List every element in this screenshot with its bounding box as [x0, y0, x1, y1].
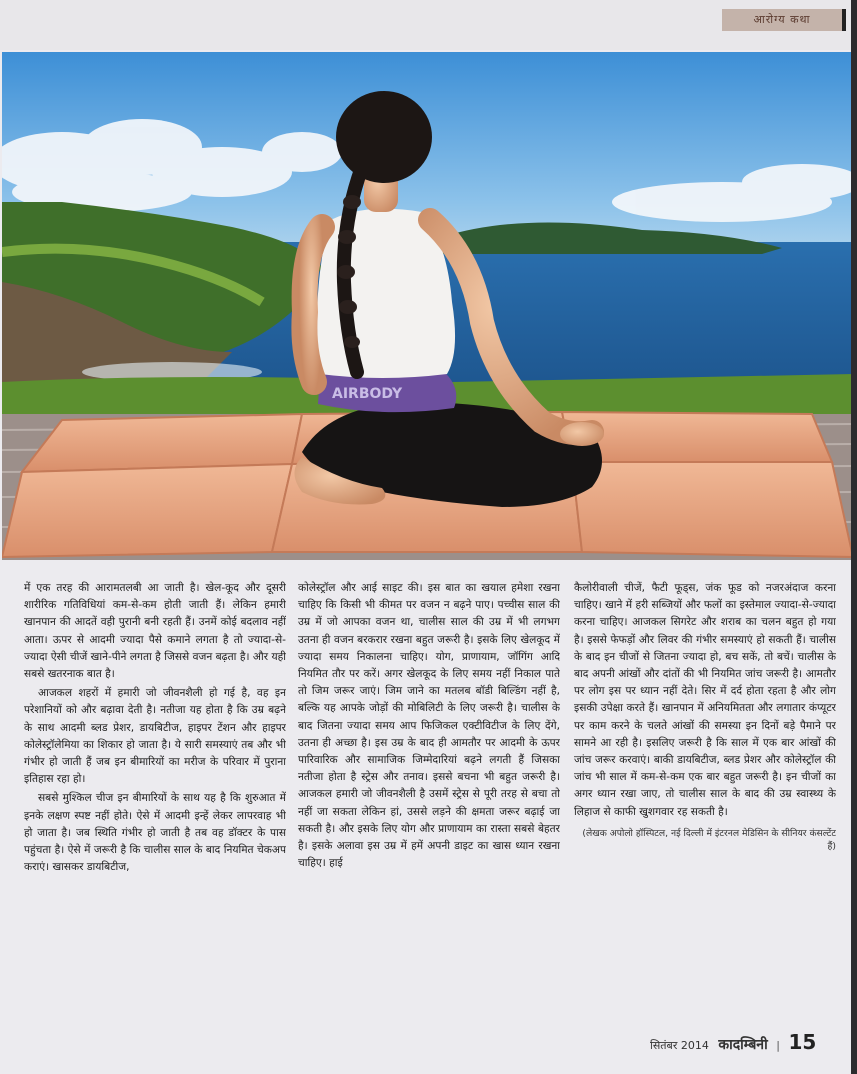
waistband-logo: AIRBODY: [332, 386, 403, 402]
article-column-3: [574, 580, 836, 1000]
paragraph: सबसे मुश्किल चीज इन बीमारियों के साथ यह है कि शुरुआत में इनके लक्षण स्पष्ट नहीं होते। ऐसे में आदमी इन्हें लेकर लापरवाह भी हो जाता है। जब स्थिति गंभीर हो जाती है तब वह डॉक्टर के पास पहुंचता है। ऐसे में जरूरी है कि चालीस साल के बाद नियमित चेकअप कराएं। खासकर डायबिटीज,: [24, 792, 286, 874]
issue-date: सितंबर 2014: [650, 1039, 709, 1052]
magazine-name: कादम्बिनी: [718, 1037, 768, 1053]
article-column-2: [298, 580, 560, 1000]
page-number: 15: [788, 1030, 817, 1054]
paragraph: कैलोरीवाली चीजें, फैटी फूड्स, जंक फूड को नजरअंदाज करना चाहिए। खाने में हरी सब्जियों और फलों का इस्तेमाल ज्यादा-से-ज्यादा करना चाहिए। आजकल सिगरेट और शराब का चलन बहुत हो गया है। इससे फेफड़ों और लिवर की गंभीर समस्याएं हो सकती हैं। चालीस के बाद इन चीजों से जितना ज्यादा हो, बच सकें, तो बचें। चालीस के बाद अपनी आंखों और दांतों की भी नियमित जांच जरूरी है। आमतौर पर लोग इस पर ध्यान नहीं देते। सिर में दर्द होता रहता है और लोग इसकी उपेक्षा करते हैं। खानपान में अनियमितता और लगातार कंप्यूटर पर काम करने के चलते आंखों की समस्या इन दिनों बड़े पैमाने पर सामने आ रही है। इसलिए जरूरी है कि साल में एक बार आंखों की जांच जरूर करवाएं। बाकी डायबिटीज, ब्लड प्रेशर और कोलेस्ट्रॉल की जांच भी साल में कम-से-कम एक बार बहुत जरूरी है। इन चीजों का अगर ध्यान रखा जाए, तो चालीस साल के बाद की उम्र स्वास्थ्य के लिहाज से काफी खुशगवार रह सकती है।: [574, 582, 836, 818]
section-tag: आरोग्य कथा: [722, 9, 846, 31]
page-edge: [851, 0, 857, 1074]
yoga-photo: [2, 52, 853, 560]
folio-separator: |: [776, 1039, 780, 1052]
paragraph: में एक तरह की आरामतलबी आ जाती है। खेल-कूद और दूसरी शारीरिक गतिविधियां कम-से-कम होती जाती हैं। लेकिन हमारी खानपान की आदतें वही पुरानी बनी रहती हैं। उनमें कोई बदलाव नहीं आता। ऊपर से आदमी ज्यादा पैसे कमाने लगता है तो ज्यादा-से-ज्यादा ऐसी चीजें खाने-पीने लगता है जिससे वजन बढ़ता है। और यही सबसे खतरनाक बात है।: [24, 582, 286, 681]
author-note: (लेखक अपोलो हॉस्पिटल, नई दिल्ली में इंटरनल मेडिसिन के सीनियर कंसल्टेंट हैं): [582, 827, 836, 852]
folio: [650, 1030, 816, 1054]
article-column-1: [24, 580, 286, 1000]
paragraph: कोलेस्ट्रॉल और आई साइट की। इस बात का खयाल हमेशा रखना चाहिए कि किसी भी कीमत पर वजन न बढ़ने पाए। पच्चीस साल की उम्र में जो आपका वजन था, चालीस साल की उम्र में भी लगभग उतना ही वजन बरकरार रखना बहुत जरूरी है। इसके लिए खेलकूद में ज्यादा समय निकालना चाहिए। योग, प्राणायाम, जॉगिंग आदि नियमित तौर पर करें। अगर खेलकूद के लिए समय नहीं निकाल पाते तो जिम जरूर जाएं। जिम जाने का मतलब बॉडी बिल्डिंग नहीं है, बल्कि यह आपके जोड़ों की मोबिलिटी के लिए जरूरी है। चालीस के बाद जितना ज्यादा समय आप फिजिकल एक्टीविटीज के लिए देंगे, उतना ही अच्छा है। इस उम्र के बाद ही आमतौर पर आदमी के ऊपर पारिवारिक और सामाजिक जिम्मेदारियां बढ़ने लगती हैं जिसका नतीजा होता है स्ट्रेस और तनाव। इससे बचना भी बहुत जरूरी है। आजकल हमारी जो जीवनशैली है उसमें स्ट्रेस से पूरी तरह से बचा तो नहीं जा सकता लेकिन हां, उससे लड़ने की क्षमता जरूर बढ़ाई जा सकती है। और इसके लिए योग और प्राणायाम का रास्ता सबसे बेहतर है। इसके अलावा इस उम्र में हमें अपनी डाइट का खास ध्यान रखना चाहिए। हाई: [298, 582, 560, 870]
article-body: [24, 580, 836, 1000]
page-footer: [0, 1000, 857, 1074]
paragraph: आजकल शहरों में हमारी जो जीवनशैली हो गई है, वह इन परेशानियों को और बढ़ावा देती है। नतीजा यह होता है कि उम्र बढ़ने के साथ आदमी ब्लड प्रेशर, डायबिटीज, हाइपर टेंशन और हाइपर कोलेस्ट्रॉलेमिया का शिकार हो जाता है। ये सारी समस्याएं तब और भी गंभीर हो जाती हैं जब इन बीमारियों का मरीज के परिवार में पुराना इतिहास रहा हो।: [24, 687, 286, 786]
page-header: [0, 0, 857, 50]
